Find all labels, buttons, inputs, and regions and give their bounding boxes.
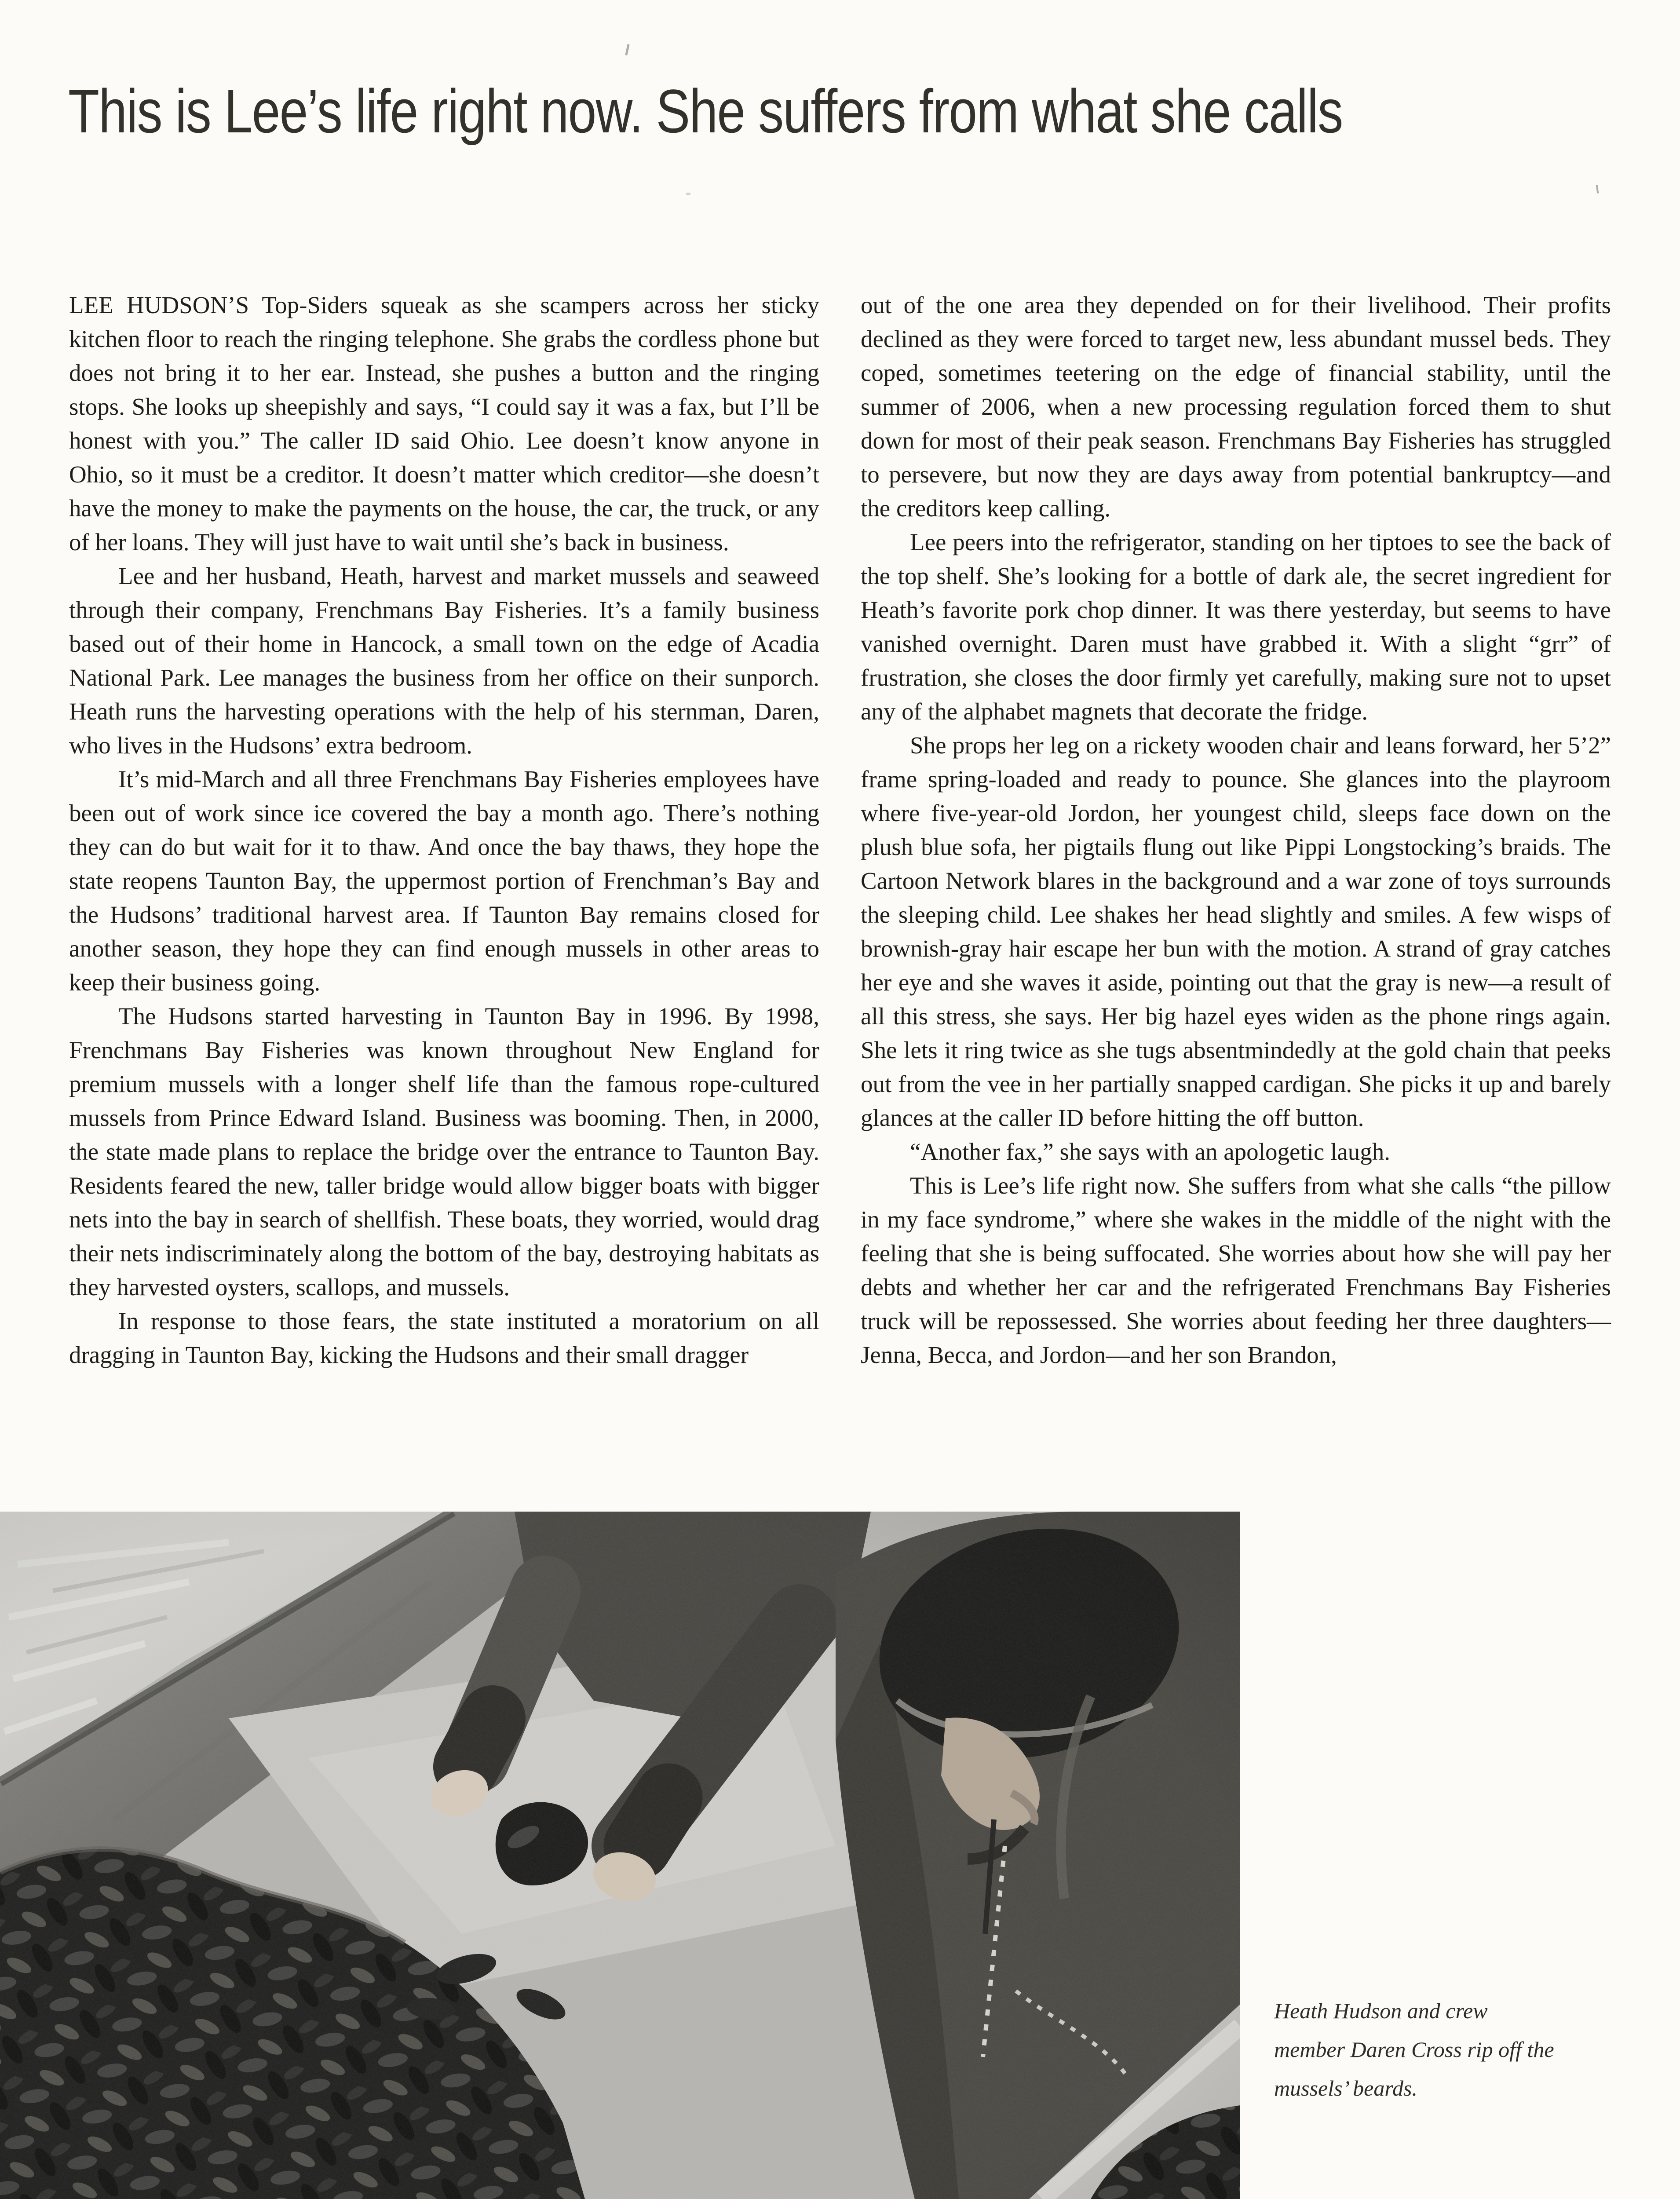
article-paragraph: In response to those fears, the state instituted a moratorium on all dragging in Taunton Bay, kicking the Hudsons and their small dragger (69, 1308, 819, 1368)
article-paragraph: LEE HUDSON’S Top-Siders squeak as she scampers across her sticky kitchen floor to reach the ringing telephone. She grabs the cordless phone but does not bring it to her ear. Instead, she pushes a button and the ringing stops. She looks up sheepishly and says, “I could say it was a fax, but I’ll be honest with you.” The caller ID said Ohio. Lee doesn’t know anyone in Ohio, so it must be a creditor. It doesn’t matter which creditor—she doesn’t have the money to make the payments on the house, the car, the truck, or any of her loans. They will just have to wait until she’s back in business. (69, 292, 819, 555)
article-paragraph: Lee peers into the refrigerator, standing on her tiptoes to see the back of the top shelf. She’s looking for a bottle of dark ale, the secret ingredient for Heath’s favorite pork chop dinner. It was there yesterday, but seems to have vanished overnight. Daren must have grabbed it. With a slight “grr” of frustration, she closes the door firmly yet carefully, making sure not to upset any of the alphabet magnets that decorate the fridge. (861, 529, 1611, 725)
scan-speck (625, 44, 629, 55)
photo-caption-line: member Daren Cross rip off the (1274, 2037, 1554, 2062)
article-column-right (861, 288, 1611, 1372)
page-title: This is Lee’s life right now. She suffers from what she calls (68, 77, 1343, 146)
mussels-photo-illustration (0, 1512, 1240, 2199)
article-paragraph: It’s mid-March and all three Frenchmans Bay Fisheries employees have been out of work since ice covered the bay a month ago. There’s nothing they can do but wait for it to thaw. And once the bay thaws, they hope the state reopens Taunton Bay, the uppermost portion of Frenchman’s Bay and the Hudsons’ traditional harvest area. If Taunton Bay remains closed for another season, they hope they can find enough mussels in other areas to keep their business going. (69, 766, 819, 996)
article-paragraph: Lee and her husband, Heath, harvest and market mussels and seaweed through their company, Frenchmans Bay Fisheries. It’s a family business based out of their home in Hancock, a small town on the edge of Acadia National Park. Lee manages the business from her office on their sunporch. Heath runs the harvesting operations with the help of his sternman, Daren, who lives in the Hudsons’ extra bedroom. (69, 563, 819, 759)
scan-speck (1596, 185, 1599, 194)
photo-caption-line: mussels’ beards. (1274, 2076, 1417, 2100)
article-paragraph: “Another fax,” she says with an apologetic laugh. (910, 1138, 1391, 1165)
article-column-left (69, 288, 819, 1372)
article-paragraph: She props her leg on a rickety wooden chair and leans forward, her 5’2” frame spring-loaded and ready to pounce. She glances into the playroom where five-year-old Jordon, her youngest child, sleeps face down on the plush blue sofa, her pigtails flung out like Pippi Longstocking’s braids. The Cartoon Network blares in the background and a war zone of toys surrounds the sleeping child. Lee shakes her head slightly and smiles. A few wisps of brownish-gray hair escape her bun with the motion. A strand of gray catches her eye and she waves it aside, pointing out that the gray is new—a result of all this stress, she says. Her big hazel eyes widen as the phone rings again. She lets it ring twice as she tugs absentmindedly at the gold chain that peeks out from the vee in her partially snapped cardigan. She picks it up and barely glances at the caller ID before hitting the off button. (861, 732, 1611, 1131)
article-paragraph: The Hudsons started harvesting in Taunton Bay in 1996. By 1998, Frenchmans Bay Fisheries was known throughout New England for premium mussels with a longer shelf life than the famous rope-cultured mussels from Prince Edward Island. Business was booming. Then, in 2000, the state made plans to replace the bridge over the entrance to Taunton Bay. Residents feared the new, taller bridge would allow bigger boats with bigger nets into the bay in search of shellfish. These boats, they worried, would drag their nets indiscriminately along the bottom of the bay, destroying habitats as they harvested oysters, scallops, and mussels. (69, 1003, 819, 1300)
scan-speck (686, 193, 690, 195)
article-paragraph: This is Lee’s life right now. She suffers from what she calls “the pillow in my face syndrome,” where she wakes in the middle of the night with the feeling that she is being suffocated. She worries about how she will pay her debts and whether her car and the refrigerated Frenchmans Bay Fisheries truck will be repossessed. She worries about feeding her three daughters—Jenna, Becca, and Jordon—and her son Brandon, (861, 1172, 1611, 1368)
photo-caption-line: Heath Hudson and crew (1274, 1998, 1488, 2023)
article-paragraph: out of the one area they depended on for their livelihood. Their profits declined as they were forced to target new, less abundant mussel beds. They coped, sometimes teetering on the edge of financial stability, until the summer of 2006, when a new processing regulation forced them to shut down for most of their peak season. Frenchmans Bay Fisheries has struggled to persevere, but now they are days away from potential bankruptcy—and the creditors keep calling. (861, 292, 1611, 522)
mussels-photo (0, 1512, 1240, 2199)
photo-caption (1274, 1991, 1573, 2108)
